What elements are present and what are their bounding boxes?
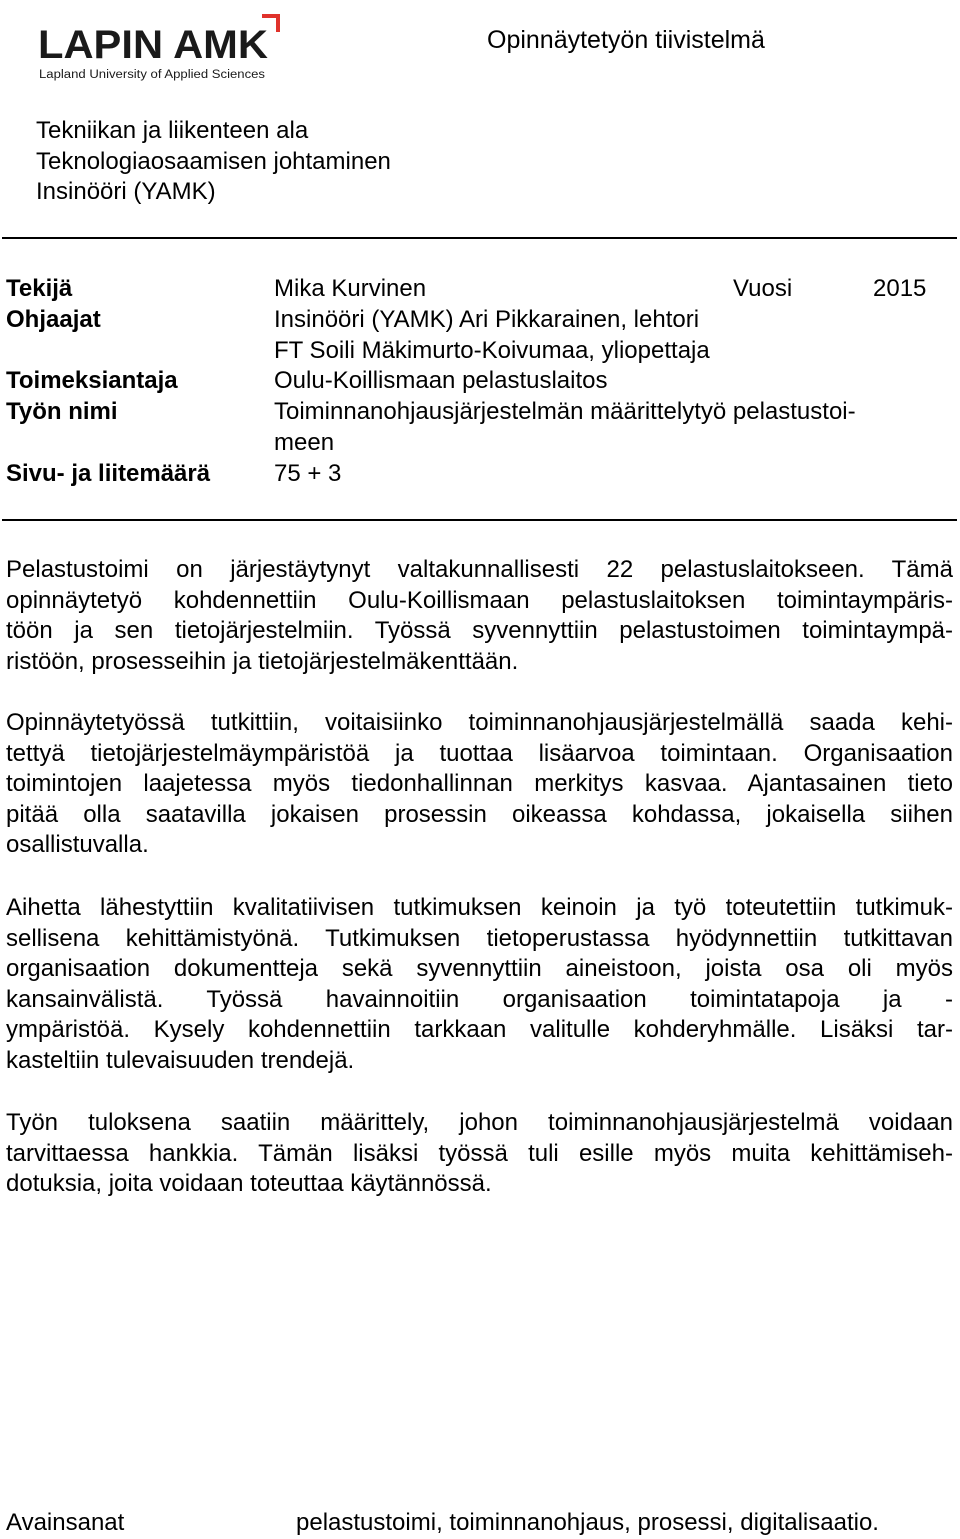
paragraph-line: ympäristöä. Kysely kohdennettiin tarkkaan valitulle kohderyhmälle. Lisäksi tar- [6,1016,953,1044]
paragraph-line: kansainvälistä. Työssä havainnoitiin organisaation toimintatapoja ja - [6,985,953,1013]
paragraph-line: organisaation dokumentteja sekä syvennyttiin aineistoon, joista osa oli myös [6,955,953,983]
divider-bottom [2,519,957,521]
document-type: Opinnäytetyön tiivistelmä [487,26,765,54]
thesis-title-line-1: Toiminnanohjausjärjestelmän määrittelytyö pelastustoi- [274,398,856,425]
degree: Insinööri (YAMK) [36,178,216,205]
pages-label: Sivu- ja liitemäärä [6,460,211,487]
paragraph-line: Pelastustoimi on järjestäytynyt valtakunnallisesti 22 pelastuslaitokseen. Tämä [6,556,953,583]
paragraph-line: pitää olla saatavilla jokaisen prosessin oikeassa kohdassa, jokaisella siihen [6,800,953,828]
commissioner-value: Oulu-Koillismaan pelastuslaitos [274,367,608,394]
faculty-field: Tekniikan ja liikenteen ala [36,117,309,144]
logo-subtitle: Lapland University of Applied Sciences [39,69,266,81]
paragraph-line: sellisena kehittämistyönä. Tutkimuksen tietoperustassa hyödynnettiin tutkittavan [6,924,953,952]
faculty-block [36,116,391,208]
thesis-title-label: Työn nimi [6,398,118,425]
paragraph-line: kasteltiin tulevaisuuden trendejä. [6,1046,355,1074]
paragraph-line: Opinnäytetyössä tutkittiin, voitaisiinko toiminnanohjausjärjestelmällä saada kehi- [6,709,953,736]
author-value: Mika Kurvinen [274,275,427,302]
abstract-paragraph-3 [6,893,953,1077]
keywords-label: Avainsanat [6,1509,125,1536]
paragraph-line: tettyä tietojärjestelmäympäristöä ja tuottaa lisäarvoa toimintaan. Organisaation [6,739,953,767]
keywords-value: pelastustoimi, toiminnanohjaus, prosessi, digitalisaatio. [296,1509,879,1536]
abstract-paragraph-4 [6,1108,953,1200]
thesis-title-line-2: meen [274,429,335,456]
paragraph-line: tarvittaessa hankkia. Tämän lisäksi työssä tuli esille myös muita kehittämiseh- [6,1139,953,1167]
paragraph-line: toimintojen laajetessa myös tiedonhallinnan merkitys kasvaa. Ajantasainen tieto [6,770,953,798]
paragraph-line: Aihetta lähestyttiin kvalitatiivisen tutkimuksen keinoin ja työ toteutettiin tutkimuk- [6,894,953,921]
year-label: Vuosi [733,275,793,302]
degree-programme: Teknologiaosaamisen johtaminen [36,147,391,175]
supervisors-label: Ohjaajat [6,306,101,333]
logo-text: LAPIN AMK [38,23,269,67]
paragraph-line: ristöön, prosesseihin ja tietojärjestelmäkenttään. [6,647,519,675]
paragraph-line: Työn tuloksena saatiin määrittely, johon toiminnanohjausjärjestelmä voidaan [6,1109,953,1136]
paragraph-line: dotuksia, joita voidaan toteuttaa käytännössä. [6,1170,492,1198]
year-value: 2015 [873,275,927,302]
divider-top [2,237,957,239]
paragraph-line: töön ja sen tietojärjestelmiin. Työssä syvennyttiin pelastustoimen toimintaympä- [6,617,953,645]
supervisor-2: FT Soili Mäkimurto-Koivumaa, yliopettaja [274,337,710,364]
lapin-amk-logo [36,12,286,84]
pages-value: 75 + 3 [274,460,342,487]
paragraph-line: osallistuvalla. [6,831,149,859]
abstract-paragraph-1 [6,555,953,677]
abstract-paragraph-2 [6,708,953,861]
author-label: Tekijä [6,275,73,302]
paragraph-line: opinnäytetyö kohdennettiin Oulu-Koillismaan pelastuslaitoksen toimintaympäris- [6,586,953,614]
commissioner-label: Toimeksiantaja [6,367,178,394]
supervisor-1: Insinööri (YAMK) Ari Pikkarainen, lehtori [274,306,700,333]
